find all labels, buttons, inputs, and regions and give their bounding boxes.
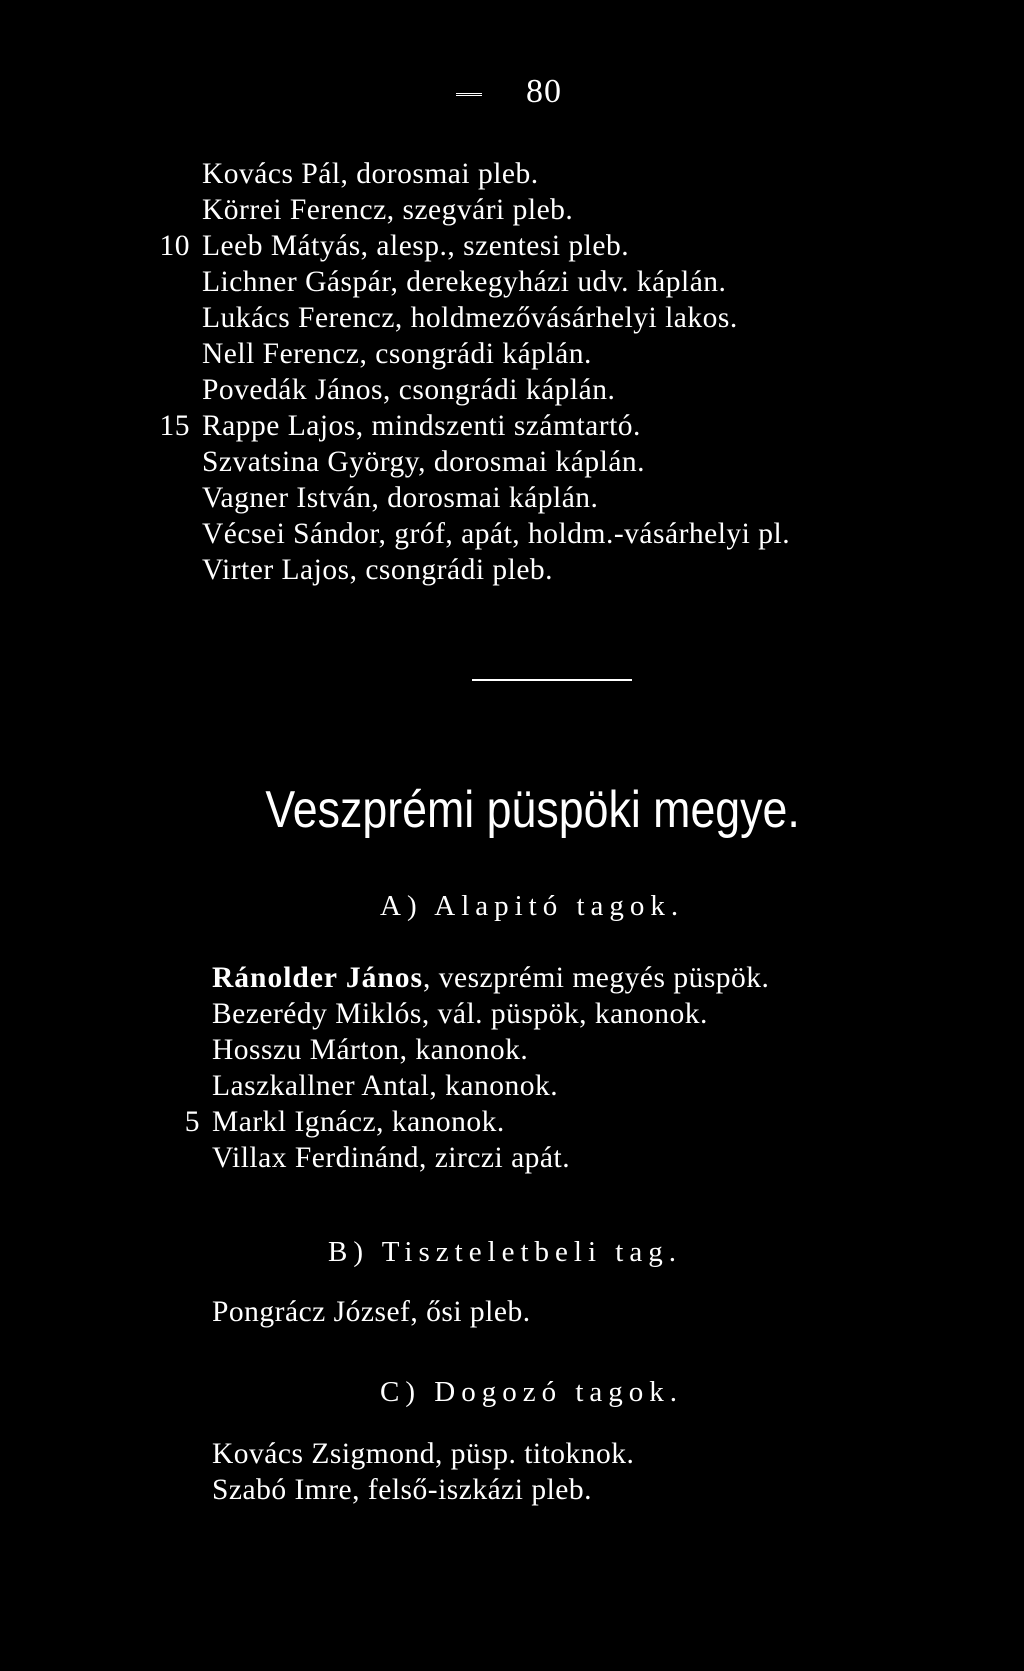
list-item: [212, 1068, 558, 1104]
list-item: [202, 336, 592, 372]
list-item: [202, 552, 553, 588]
member-entry: Vagner István, dorosmai káplán.: [202, 482, 599, 514]
list-item: [159, 228, 630, 264]
member-entry: Rappe Lajos, mindszenti számtartó.: [202, 410, 641, 442]
section-heading-c: C) Dogozó tagok.: [380, 1376, 683, 1408]
page-header: [456, 72, 562, 112]
list-item: [184, 1104, 505, 1140]
list-item: [202, 156, 539, 192]
member-entry: Leeb Mátyás, alesp., szentesi pleb.: [202, 230, 630, 262]
member-entry: Kovács Zsigmond, püsp. titoknok.: [212, 1438, 635, 1470]
member-entry: Hosszu Márton, kanonok.: [212, 1034, 529, 1066]
line-number: 15: [159, 410, 190, 442]
member-entry: Bezerédy Miklós, vál. püspök, kanonok.: [212, 998, 708, 1030]
header-dash-ornament: [456, 93, 482, 96]
bishop-name: Ránolder János: [212, 962, 423, 994]
section-divider: [472, 679, 632, 681]
member-entry: Körrei Ferencz, szegvári pleb.: [202, 194, 574, 226]
member-entry: Kovács Pál, dorosmai pleb.: [202, 158, 539, 190]
section-heading-a: A) Alapitó tagok.: [380, 890, 685, 922]
page-number: 80: [526, 73, 562, 110]
line-number: 10: [159, 230, 190, 262]
section-heading-b: B) Tiszteletbeli tag.: [328, 1236, 682, 1268]
member-entry: Virter Lajos, csongrádi pleb.: [202, 554, 554, 586]
list-item: [212, 1472, 592, 1508]
list-item: [212, 1294, 531, 1330]
member-entry: Szvatsina György, dorosmai káplán.: [202, 446, 646, 478]
list-item: [202, 516, 790, 552]
member-entry: , veszprémi megyés püspök.: [422, 962, 770, 994]
member-entry: Povedák János, csongrádi káplán.: [202, 374, 616, 406]
member-entry: Markl Ignácz, kanonok.: [212, 1106, 505, 1138]
list-item: [202, 192, 573, 228]
list-item: [212, 1436, 634, 1472]
list-item: [202, 480, 598, 516]
list-item: [202, 300, 738, 336]
list-item: [159, 408, 641, 444]
list-item: [202, 372, 615, 408]
member-entry: Lichner Gáspár, derekegyházi udv. káplán.: [202, 266, 727, 298]
member-entry: Nell Ferencz, csongrádi káplán.: [202, 338, 592, 370]
member-entry: Pongrácz József, ősi pleb.: [212, 1296, 531, 1328]
member-entry: Villax Ferdinánd, zirczi apát.: [212, 1142, 571, 1174]
list-item: [212, 960, 769, 996]
list-item: [212, 1140, 570, 1176]
member-entry: Szabó Imre, felső-iszkázi pleb.: [212, 1474, 593, 1506]
list-item: [202, 264, 726, 300]
member-entry: Laszkallner Antal, kanonok.: [212, 1070, 559, 1102]
diocese-title: Veszprémi püspöki megye.: [265, 781, 800, 839]
member-entry: Lukács Ferencz, holdmezővásárhelyi lakos.: [202, 302, 738, 334]
member-entry: Vécsei Sándor, gróf, apát, holdm.-vásárhelyi pl.: [202, 518, 791, 550]
list-item: [212, 996, 708, 1032]
list-item: [212, 1032, 528, 1068]
line-number: 5: [184, 1106, 200, 1138]
list-item: [202, 444, 645, 480]
